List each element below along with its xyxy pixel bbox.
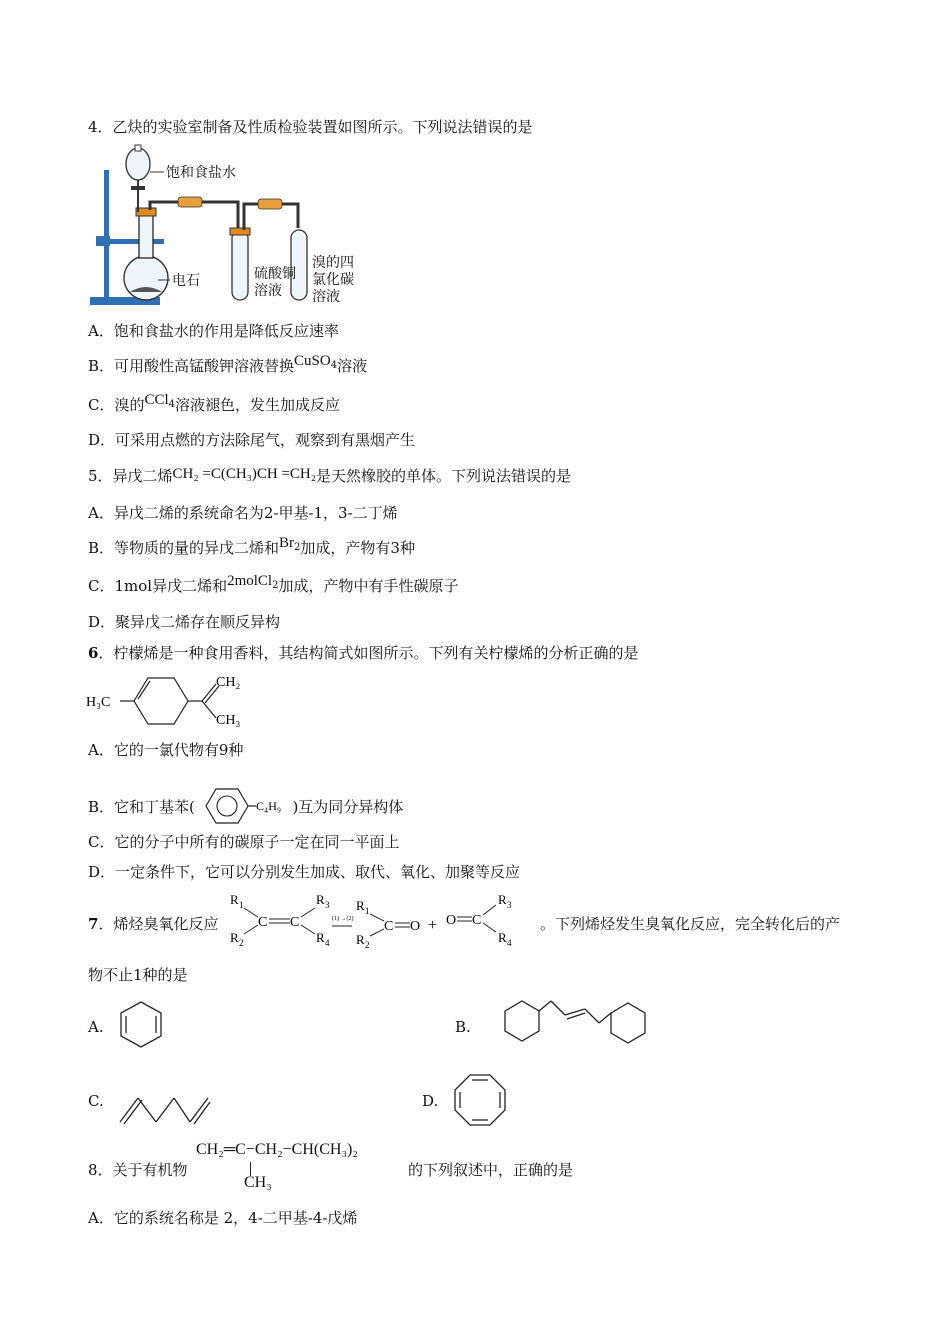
q8-stem-post: 的下列叙述中，正确的是 bbox=[408, 1161, 574, 1179]
svg-text:R: R bbox=[316, 930, 325, 945]
q8-option-a: A．它的系统名称是 2，4-二甲基-4-戊烯 bbox=[88, 1209, 358, 1227]
svg-text:(1) →(2): (1) →(2) bbox=[332, 916, 354, 922]
q7-stem-pre: 7．烯烃臭氧化反应 bbox=[88, 915, 219, 933]
svg-text:R: R bbox=[356, 932, 365, 947]
q5-option-c: C．1mol异戊二烯和2molCl$_2$加成，产物中有手性碳原子 bbox=[88, 573, 459, 595]
q5-option-d: D．聚异戊二烯存在顺反异构 bbox=[88, 613, 281, 631]
q7-stem-cont: 物不止1种的是 bbox=[88, 966, 188, 984]
q8-formula-top: CH₂═C−CH₂−CH(CH₃)₂ bbox=[196, 1141, 358, 1158]
label-bromine-ccl4-1: 溴的四 bbox=[312, 256, 354, 271]
svg-text:CH₂: CH₂ bbox=[216, 675, 241, 690]
q4-option-d: D．可采用点燃的方法除尾气，观察到有黑烟产生 bbox=[88, 431, 416, 449]
svg-text:1: 1 bbox=[365, 906, 370, 916]
acetylene-apparatus-figure bbox=[88, 142, 378, 312]
svg-text:R: R bbox=[230, 930, 239, 945]
label-solution-1: 溶液 bbox=[254, 284, 282, 299]
q4-stem: 4．乙炔的实验室制备及性质检验装置如图所示。下列说法错误的是 bbox=[88, 118, 533, 136]
q8-stem-pre: 8．关于有机物 bbox=[88, 1161, 188, 1179]
q6-option-c: C．它的分子中所有的碳原子一定在同一平面上 bbox=[88, 833, 400, 851]
q7-stem-post: 。下列烯烃发生臭氧化反应，完全转化后的产 bbox=[540, 915, 841, 933]
q4-option-a: A．饱和食盐水的作用是降低反应速率 bbox=[88, 322, 339, 340]
label-copper-sulfate: 硫酸铜 bbox=[254, 267, 296, 282]
label-solution-2: 溶液 bbox=[312, 290, 340, 305]
svg-text:2: 2 bbox=[239, 938, 244, 948]
butylbenzene-structure bbox=[200, 786, 288, 826]
q7-option-c-label: C. bbox=[88, 1092, 104, 1110]
q4-option-c: C．溴的CCl$_4$溶液褪色，发生加成反应 bbox=[88, 392, 341, 414]
q7-option-d-label: D. bbox=[422, 1092, 439, 1110]
svg-text:2: 2 bbox=[365, 940, 370, 950]
svg-text:R: R bbox=[498, 892, 507, 907]
q5-option-a: A．异戊二烯的系统命名为2-甲基-1，3-二丁烯 bbox=[88, 504, 398, 522]
q5-stem: 5．异戊二烯CH₂ =C(CH₃)CH =CH₂是天然橡胶的单体。下列说法错误的是 bbox=[88, 466, 572, 485]
svg-text:R: R bbox=[316, 892, 325, 907]
hexadiene-structure bbox=[116, 1090, 212, 1128]
svg-text:1: 1 bbox=[239, 900, 244, 910]
label-saturated-brine: 饱和食盐水 bbox=[166, 166, 236, 181]
q8-formula-bottom: CH₃ bbox=[244, 1174, 272, 1191]
dicyclohexylbutene-structure bbox=[485, 997, 661, 1051]
svg-text:3: 3 bbox=[325, 900, 330, 910]
svg-text:4: 4 bbox=[507, 938, 512, 948]
svg-text:O: O bbox=[410, 919, 421, 934]
q7-option-a-label: A. bbox=[88, 1018, 104, 1036]
q6-option-b: B．它和丁基苯( C₄H₉ )互为同分异构体 bbox=[88, 786, 403, 826]
svg-text:3: 3 bbox=[507, 900, 512, 910]
q7-option-b-label: B. bbox=[455, 1018, 471, 1036]
ozonolysis-reaction bbox=[228, 890, 528, 950]
q6-option-a: A．它的一氯代物有9种 bbox=[88, 741, 244, 759]
q6-option-d: D．一定条件下，它可以分别发生加成、取代、氧化、加聚等反应 bbox=[88, 863, 521, 881]
label-calcium-carbide: 电石 bbox=[172, 274, 200, 289]
limonene-structure bbox=[86, 672, 256, 730]
svg-text:R: R bbox=[230, 892, 239, 907]
label-bromine-ccl4-2: 氯化碳 bbox=[312, 273, 354, 288]
q6-stem: 6．柠檬烯是一种食用香料，其结构简式如图所示。下列有关柠檬烯的分析正确的是 bbox=[88, 644, 639, 662]
svg-text:C: C bbox=[472, 913, 482, 928]
cyclooctatetraene-structure bbox=[452, 1072, 508, 1128]
svg-text:C: C bbox=[290, 915, 300, 930]
svg-text:O: O bbox=[446, 913, 457, 928]
svg-text:R: R bbox=[356, 898, 365, 913]
q5-option-b: B．等物质的量的异戊二烯和$Br_2$加成，产物有3种 bbox=[88, 535, 415, 557]
svg-text:H₃C: H₃C bbox=[86, 695, 111, 710]
q4-option-b: B．可用酸性高锰酸钾溶液替换CuSO$_4$溶液 bbox=[88, 353, 368, 375]
svg-text:C₄H₉: C₄H₉ bbox=[255, 799, 281, 813]
cyclohexadiene-structure bbox=[118, 1000, 164, 1050]
svg-text:4: 4 bbox=[325, 938, 330, 948]
svg-text:C: C bbox=[258, 915, 268, 930]
svg-text:CH₃: CH₃ bbox=[216, 713, 241, 728]
svg-text:R: R bbox=[498, 930, 507, 945]
svg-text:C: C bbox=[384, 919, 394, 934]
svg-text:+: + bbox=[428, 917, 438, 934]
